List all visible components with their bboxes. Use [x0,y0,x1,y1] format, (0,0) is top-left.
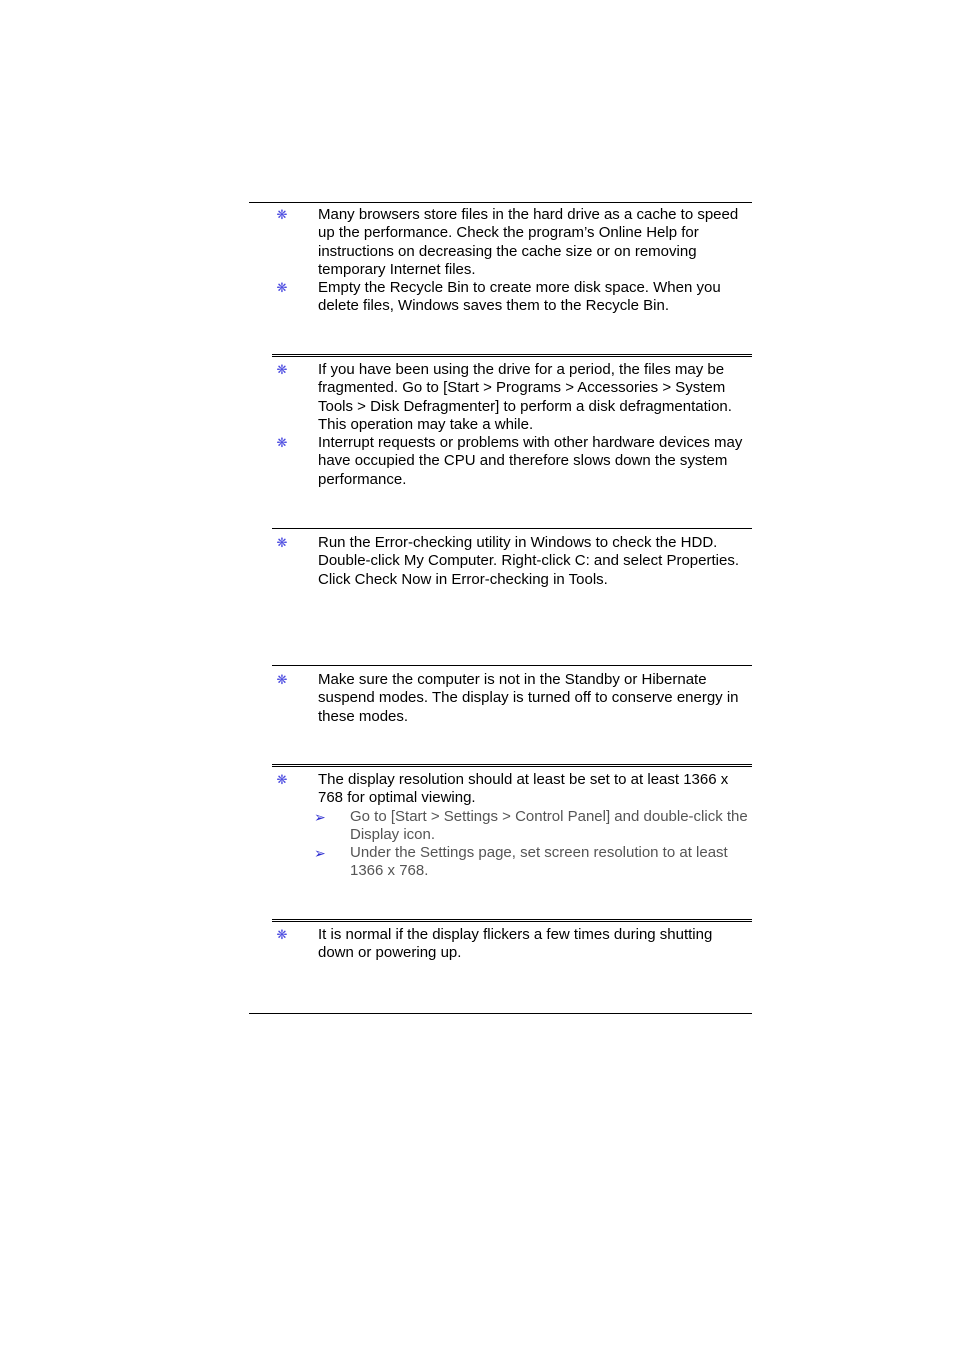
list-item [272,534,752,589]
bottom-rule [249,1013,752,1014]
defragment-tips-section [272,361,752,489]
section-divider [272,919,752,920]
list-item [272,279,752,316]
sub-list-item-text: Go to [Start > Settings > Control Panel] and double-click the Display icon. [350,807,748,843]
section-divider [272,528,752,529]
snowflake-bullet-icon: ❋ [276,927,288,942]
sub-list-item [272,808,752,845]
snowflake-bullet-icon: ❋ [276,772,288,787]
list-item-text: The display resolution should at least be set to at least 1366 x 768 for optimal viewing. [318,771,729,807]
section-divider [272,665,752,666]
arrow-right-bullet-icon: ➢ [314,845,326,862]
error-checking-section [272,534,752,589]
list-item [272,206,752,279]
standby-tips-section [272,671,752,726]
snowflake-bullet-icon: ❋ [276,672,288,687]
sub-list-item-text: Under the Settings page, set screen resolution to at least 1366 x 768. [350,844,728,880]
section-divider [272,354,752,355]
snowflake-bullet-icon: ❋ [276,435,288,451]
list-item-text: Interrupt requests or problems with other hardware devices may have occupied the CPU and therefore slows down the system performance. [318,434,743,488]
snowflake-bullet-icon: ❋ [276,535,288,550]
list-item-text: It is normal if the display flickers a few times during shutting down or powering up. [318,926,713,962]
list-item [272,771,752,808]
list-item [272,361,752,434]
section-divider [272,764,752,765]
list-item-text: Empty the Recycle Bin to create more disk space. When you delete files, Windows saves them to the Recycle Bin. [318,279,721,315]
snowflake-bullet-icon: ❋ [276,362,288,377]
list-item-text: Many browsers store files in the hard drive as a cache to speed up the performance. Check the program’s Online Help for instructions on decreasing the cache size or on removing temporary Internet files. [318,206,739,278]
resolution-tips-section [272,771,752,881]
snowflake-bullet-icon: ❋ [276,207,288,222]
list-item [272,434,752,489]
list-item-text: Run the Error-checking utility in Windows to check the HDD. Double-click My Computer. Right-click C: and select Properties. Click Check Now in Error-checking in Tools. [318,534,739,588]
snowflake-bullet-icon: ❋ [276,280,288,296]
flicker-tips-section [272,926,752,963]
list-item-text: Make sure the computer is not in the Standby or Hibernate suspend modes. The display is turned off to conserve energy in these modes. [318,671,739,725]
sub-list-item [272,844,752,881]
list-item [272,926,752,963]
arrow-right-bullet-icon: ➢ [314,808,326,825]
list-item [272,671,752,726]
list-item-text: If you have been using the drive for a period, the files may be fragmented. Go to [Start > Programs > Accessories > System Tools > Disk Defragmenter] to perform a disk defragmentation. This operation may take a while. [318,361,732,433]
top-rule [249,202,752,203]
cache-tips-section [272,206,752,316]
